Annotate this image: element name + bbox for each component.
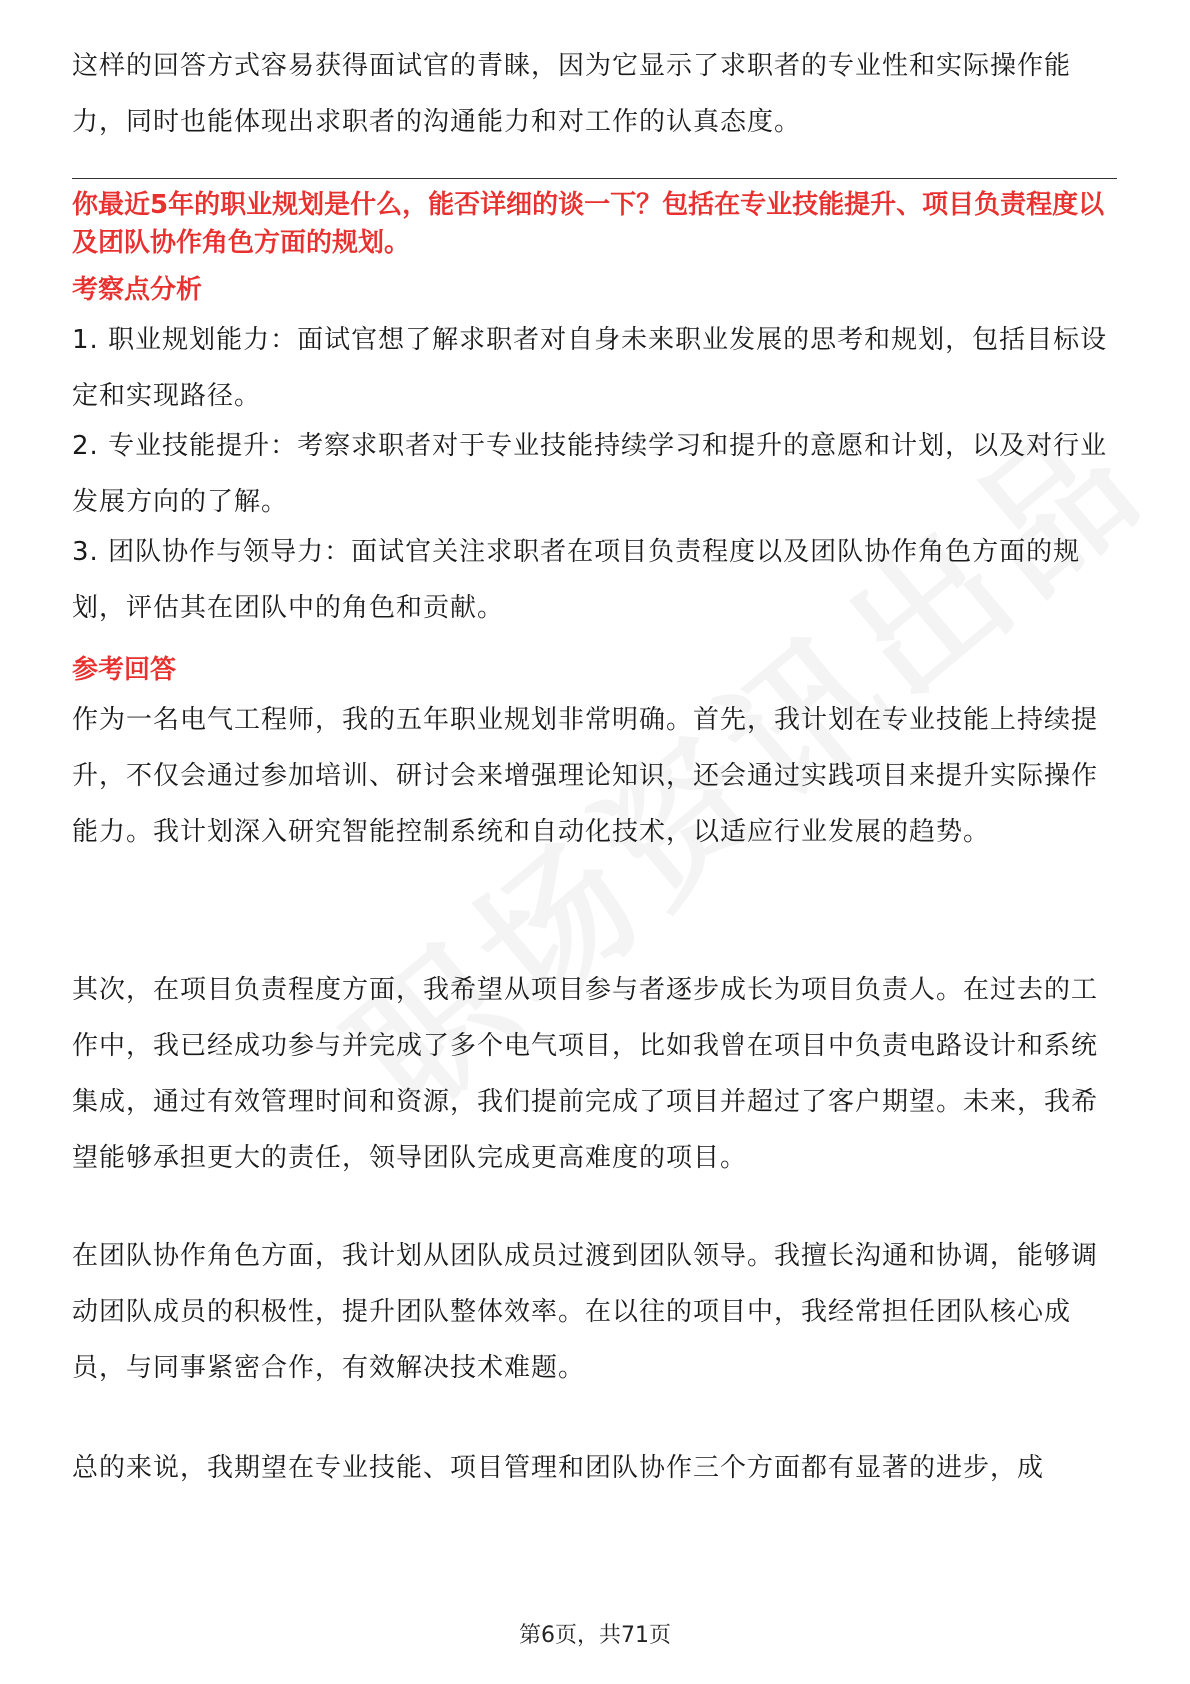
analysis-point-3-block [72,524,1117,636]
reference-heading-block [72,650,1117,690]
reference-heading: 参考回答 [72,655,177,685]
question-block [72,186,1117,262]
reference-paragraph-1-block [72,692,1117,860]
reference-paragraph: 在团队协作角色方面，我计划从团队成员过渡到团队领导。我擅长沟通和协调，能够调动团队成员的积极性，提升团队整体效率。在以往的项目中，我经常担任团队核心成员，与同事紧密合作，有效解决技术难题。 [72,1241,1099,1383]
analysis-point: 2. 专业技能提升：考察求职者对于专业技能持续学习和提升的意愿和计划，以及对行业发展方向的了解。 [72,431,1108,517]
analysis-point: 1. 职业规划能力：面试官想了解求职者对自身未来职业发展的思考和规划，包括目标设定和实现路径。 [72,325,1108,411]
intro-paragraph-block [72,38,1117,150]
reference-paragraph-2-block [72,962,1117,1186]
reference-paragraph: 总的来说，我期望在专业技能、项目管理和团队协作三个方面都有显著的进步，成 [72,1453,1045,1483]
analysis-heading: 考察点分析 [72,275,203,305]
reference-paragraph-3-block [72,1228,1117,1396]
reference-paragraph: 作为一名电气工程师，我的五年职业规划非常明确。首先，我计划在专业技能上持续提升，不仅会通过参加培训、研讨会来增强理论知识，还会通过实践项目来提升实际操作能力。我计划深入研究智能控制系统和自动化技术，以适应行业发展的趋势。 [72,705,1099,847]
analysis-point-1-block [72,312,1117,424]
reference-paragraph: 其次，在项目负责程度方面，我希望从项目参与者逐步成长为项目负责人。在过去的工作中，我已经成功参与并完成了多个电气项目，比如我曾在项目中负责电路设计和系统集成，通过有效管理时间和资源，我们提前完成了项目并超过了客户期望。未来，我希望能够承担更大的责任，领导团队完成更高难度的项目。 [72,975,1099,1173]
question-title: 你最近5年的职业规划是什么，能否详细的谈一下？包括在专业技能提升、项目负责程度以及团队协作角色方面的规划。 [72,190,1105,258]
reference-paragraph-4-block [72,1440,1117,1496]
page-number-footer: 第6页，共71页 [519,1623,671,1648]
intro-paragraph: 这样的回答方式容易获得面试官的青睐，因为它显示了求职者的专业性和实际操作能力，同时也能体现出求职者的沟通能力和对工作的认真态度。 [72,51,1072,137]
analysis-point-2-block [72,418,1117,530]
analysis-heading-block [72,270,1117,310]
section-divider [72,178,1117,179]
analysis-point: 3. 团队协作与领导力：面试官关注求职者在项目负责程度以及团队协作角色方面的规划，评估其在团队中的角色和贡献。 [72,537,1081,623]
